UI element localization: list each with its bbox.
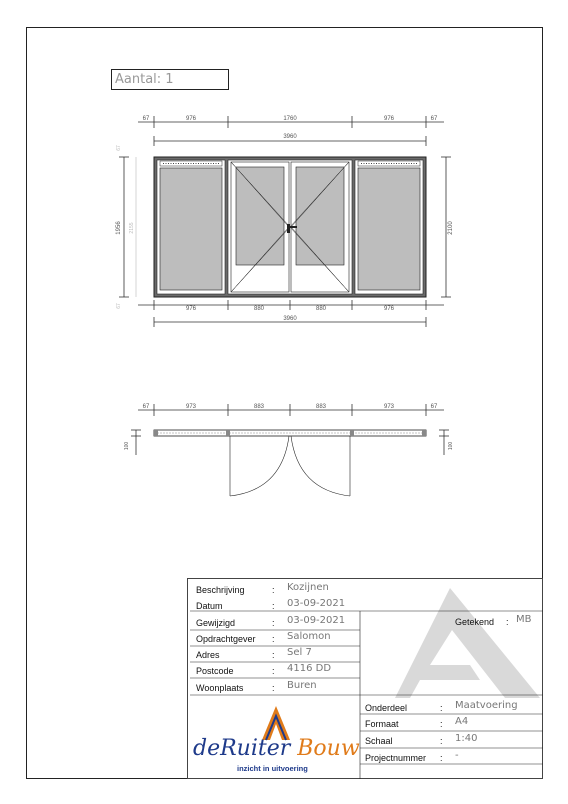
colon: :	[440, 719, 443, 729]
dim-top-5: 67	[430, 116, 438, 122]
plan-dim-1: 67	[142, 404, 150, 410]
dim-left-total: 1956	[116, 221, 122, 235]
company-tagline: inzicht in uitvoering	[237, 764, 308, 773]
label-adres: Adres	[196, 650, 220, 660]
value-getekend: MB	[516, 614, 532, 625]
colon: :	[272, 666, 275, 676]
colon: :	[506, 617, 509, 627]
colon: :	[272, 585, 275, 595]
brand-name-2: Bouw	[297, 736, 360, 761]
plan-dim-4: 883	[315, 404, 327, 410]
quantity-box: Aantal: 1	[111, 69, 229, 90]
plan-dim-6: 67	[430, 404, 438, 410]
dim-overall-top: 3960	[283, 134, 297, 140]
colon: :	[272, 634, 275, 644]
colon: :	[272, 683, 275, 693]
watermark-logo	[395, 588, 540, 698]
label-formaat: Formaat	[365, 719, 399, 729]
value-opdrachtgever: Salomon	[287, 631, 331, 642]
colon: :	[272, 618, 275, 628]
value-beschrijving: Kozijnen	[287, 582, 329, 593]
value-formaat: A4	[455, 716, 469, 727]
dim-right: 2100	[448, 221, 454, 235]
brand-name-1: deRuiter	[193, 736, 291, 761]
value-postcode: 4116 DD	[287, 663, 332, 674]
label-gewijzigd: Gewijzigd	[196, 618, 236, 628]
colon: :	[272, 650, 275, 660]
value-gewijzigd: 03-09-2021	[287, 615, 346, 626]
label-opdrachtgever: Opdrachtgever	[196, 634, 256, 644]
plan-depth-right: 100	[448, 441, 454, 451]
label-beschrijving: Beschrijving	[196, 585, 245, 595]
dim-overall-bottom: 3960	[283, 316, 297, 322]
colon: :	[272, 601, 275, 611]
company-logo-text	[193, 736, 360, 761]
plan-dim-3: 883	[253, 404, 265, 410]
dim-left-small-top: 67	[116, 145, 122, 151]
dim-bottom-3: 880	[315, 306, 327, 312]
value-woonplaats: Buren	[287, 680, 317, 691]
dim-top-2: 976	[185, 116, 197, 122]
dim-top-4: 976	[383, 116, 395, 122]
value-onderdeel: Maatvoering	[455, 700, 518, 711]
colon: :	[440, 703, 443, 713]
label-postcode: Postcode	[196, 666, 234, 676]
value-adres: Sel 7	[287, 647, 312, 658]
value-projectnummer: -	[455, 750, 459, 761]
label-woonplaats: Woonplaats	[196, 683, 244, 693]
dim-bottom-2: 880	[253, 306, 265, 312]
label-onderdeel: Onderdeel	[365, 703, 408, 713]
dim-top-1: 67	[142, 116, 150, 122]
dim-left-small-bottom: 67	[116, 303, 122, 309]
plan-depth-left: 100	[124, 441, 130, 451]
label-getekend: Getekend	[455, 617, 495, 627]
colon: :	[440, 736, 443, 746]
logo-mark-icon	[262, 706, 290, 740]
label-projectnummer: Projectnummer	[365, 753, 427, 763]
dim-top-3: 1760	[283, 116, 297, 122]
colon: :	[440, 753, 443, 763]
plan-dim-5: 973	[383, 404, 395, 410]
value-schaal: 1:40	[455, 733, 478, 744]
value-datum: 03-09-2021	[287, 598, 346, 609]
label-datum: Datum	[196, 601, 223, 611]
dim-bottom-4: 976	[383, 306, 395, 312]
dim-left-faint: 2155	[129, 222, 135, 234]
dim-bottom-1: 976	[185, 306, 197, 312]
label-schaal: Schaal	[365, 736, 393, 746]
plan-dim-2: 973	[185, 404, 197, 410]
